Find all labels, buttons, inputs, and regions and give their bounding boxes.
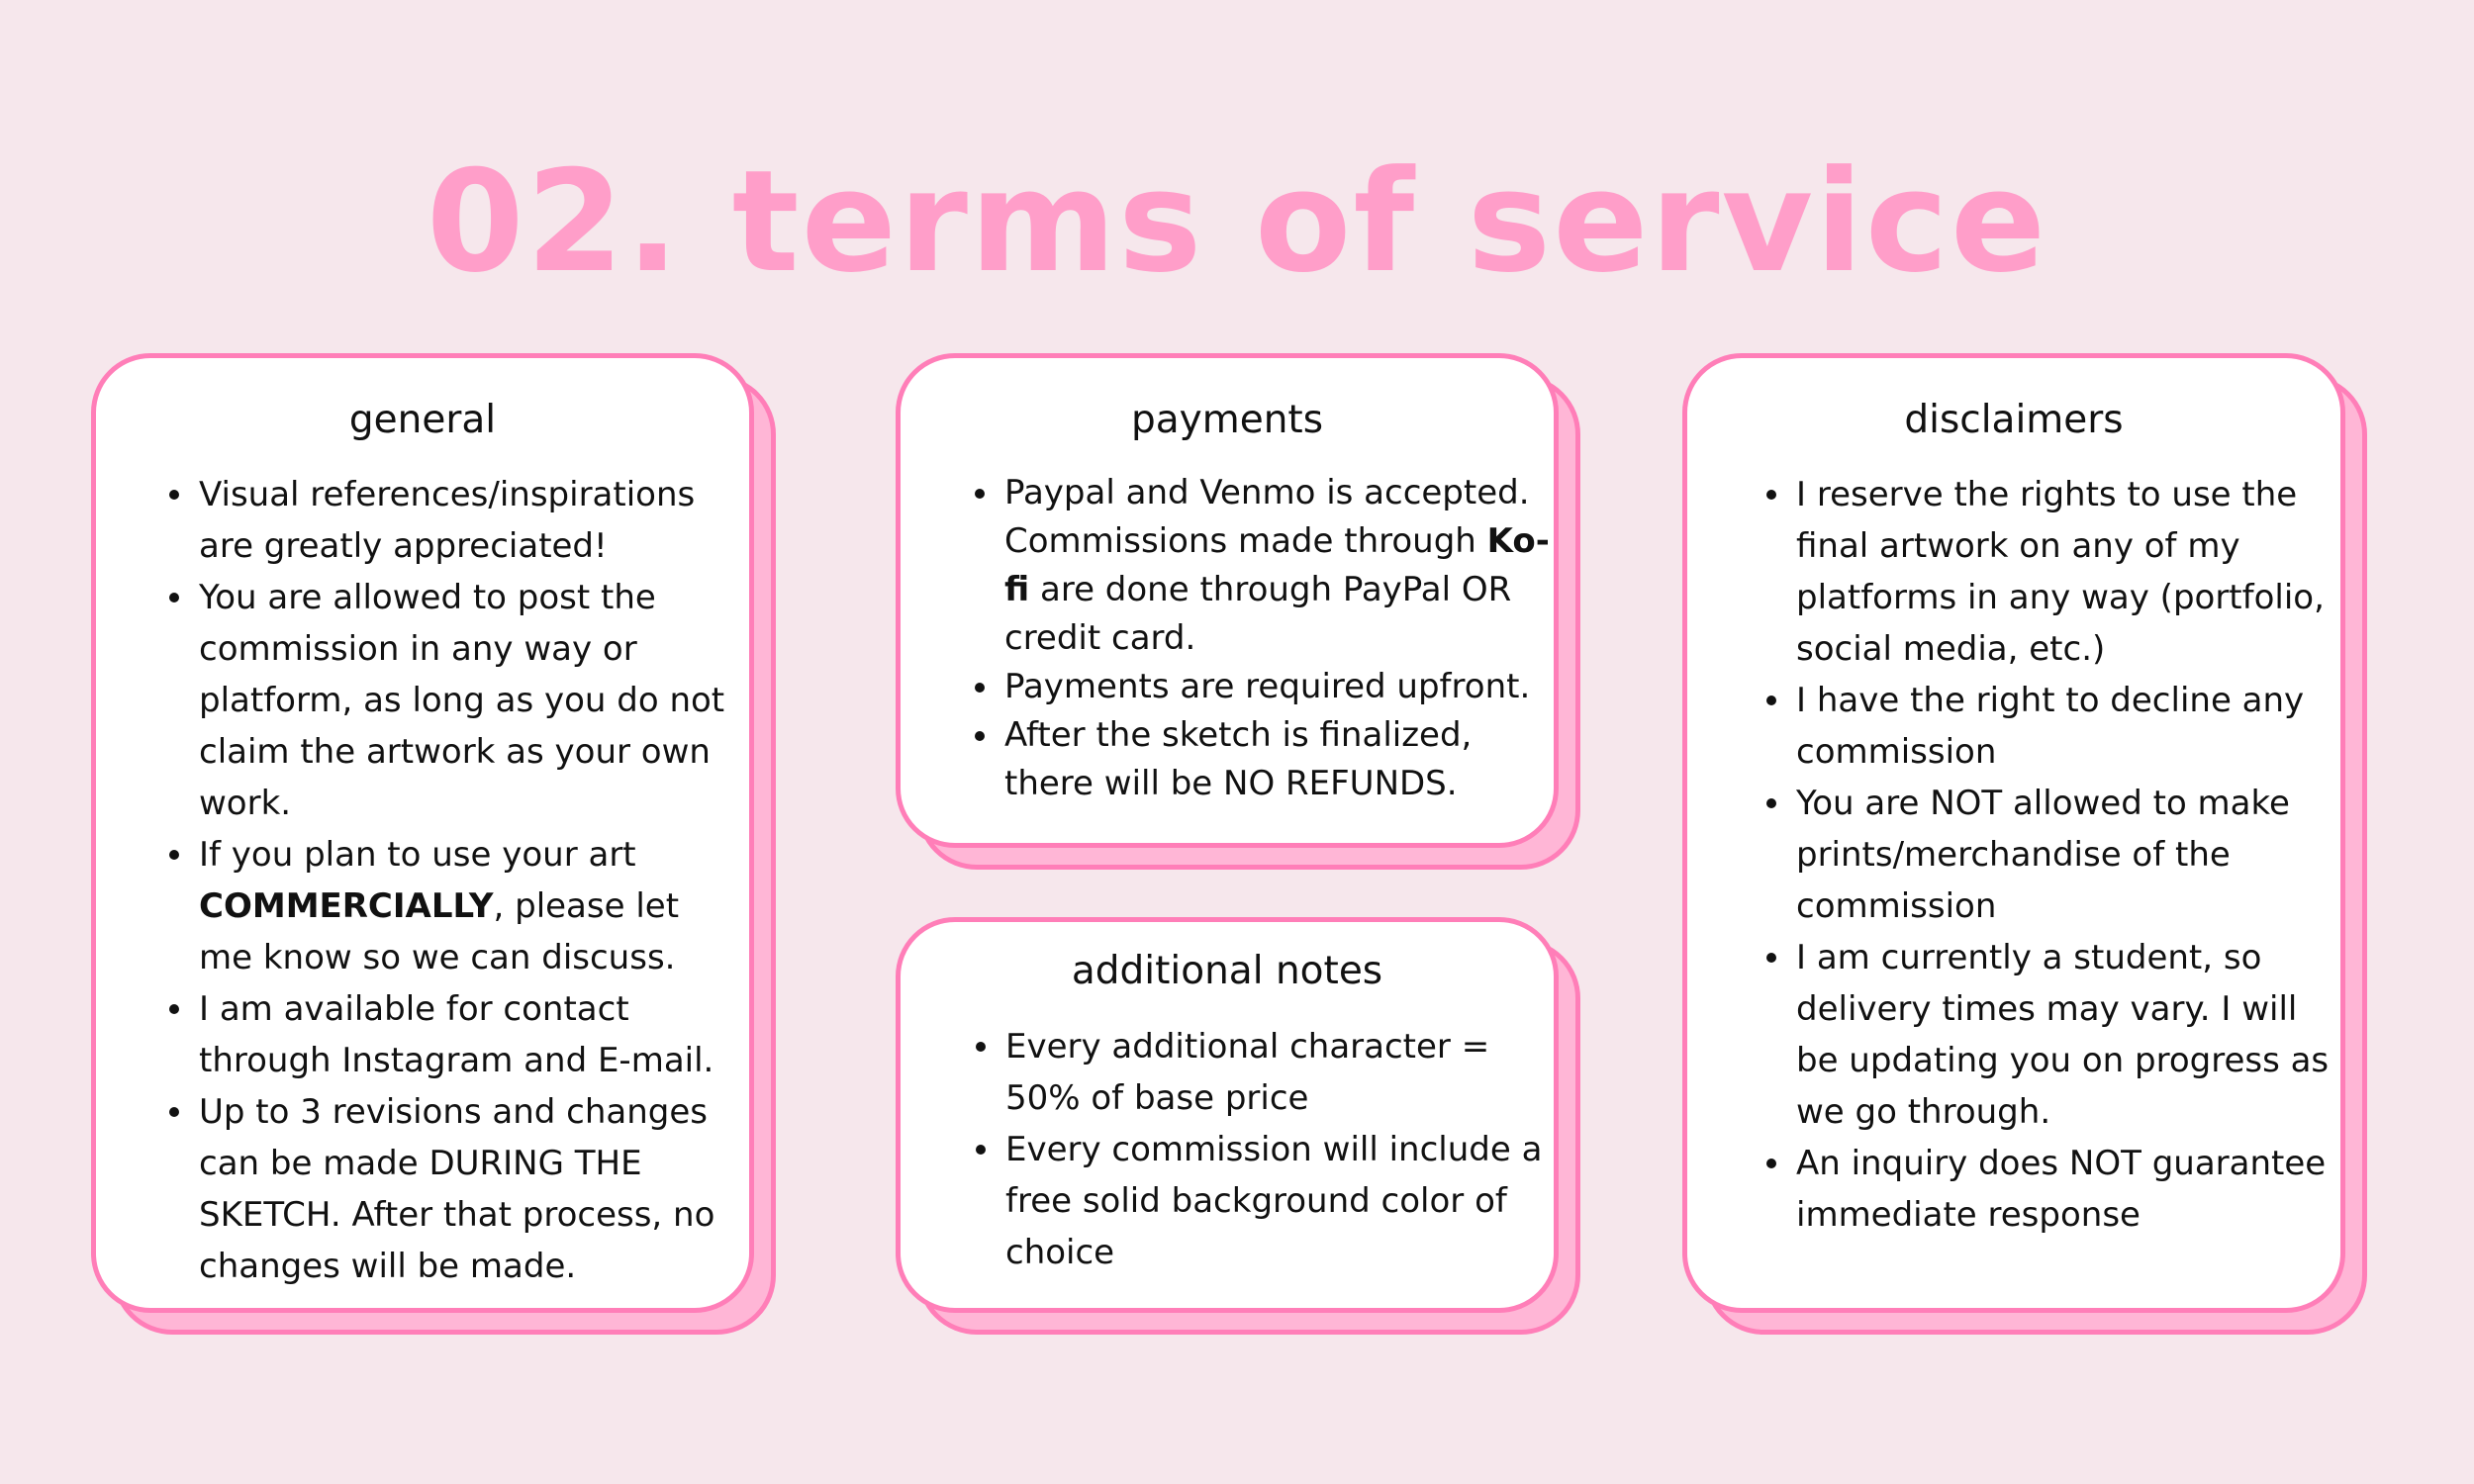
list-item	[1796, 1138, 2340, 1241]
payments-heading: payments	[1130, 398, 1324, 442]
list-item-text: Every commission will include a free solid background color of choice	[1005, 1130, 1543, 1272]
list-item	[1796, 778, 2340, 932]
list-item-text: Payments are required upfront.	[1004, 667, 1531, 706]
list-item	[199, 469, 733, 572]
bullet-icon	[169, 850, 179, 860]
list-item	[1005, 1021, 1545, 1124]
bullet-icon	[975, 731, 985, 741]
list-item-text: You are NOT allowed to make prints/merchandise of the commission	[1796, 784, 2290, 926]
list-item	[1796, 932, 2340, 1138]
list-item	[1796, 469, 2340, 675]
general-list	[199, 469, 733, 1292]
list-item-text	[199, 829, 733, 983]
list-item-text: An inquiry does NOT guarantee immediate response	[1796, 1144, 2327, 1235]
bullet-icon	[976, 1145, 986, 1155]
bullet-icon	[975, 489, 985, 499]
disclaimers-card	[1682, 353, 2345, 1313]
bullet-icon	[169, 490, 179, 500]
list-item	[1004, 469, 1559, 663]
list-item	[1005, 1124, 1545, 1278]
list-item-text: Up to 3 revisions and changes can be made DURING THE SKETCH. After that process, no changes will be made.	[199, 1092, 715, 1286]
emphasis-text: Ko-fi	[1004, 521, 1550, 609]
list-item-text: After the sketch is finalized, there will be NO REFUNDS.	[1004, 715, 1473, 803]
additional-notes-card-body	[896, 917, 1559, 1313]
list-item	[199, 572, 733, 829]
general-card-body	[91, 353, 754, 1313]
list-item	[1004, 711, 1559, 808]
disclaimers-heading: disclaimers	[1904, 398, 2124, 442]
list-item	[199, 829, 733, 983]
payments-card-body	[896, 353, 1559, 848]
emphasis-text: COMMERCIALLY	[199, 886, 494, 926]
list-item-text: Every additional character = 50% of base price	[1005, 1027, 1490, 1118]
list-item-text-part: If you plan to use your art	[199, 835, 636, 875]
bullet-icon	[1766, 696, 1776, 705]
bullet-icon	[976, 1042, 986, 1052]
list-item-text-part: are done through PayPal OR credit card.	[1004, 570, 1512, 658]
bullet-icon	[1766, 1159, 1776, 1168]
general-heading: general	[348, 398, 497, 442]
list-item-text: Visual references/inspirations are greatly appreciated!	[199, 475, 696, 566]
bullet-icon	[169, 593, 179, 603]
list-item-text: I am available for contact through Instagram and E-mail.	[199, 989, 714, 1080]
bullet-icon	[169, 1004, 179, 1014]
payments-card	[896, 353, 1559, 848]
list-item-text-part: , please let me know so we can discuss.	[199, 886, 680, 977]
bullet-icon	[1766, 953, 1776, 963]
bullet-icon	[169, 1107, 179, 1117]
bullet-icon	[1766, 490, 1776, 500]
disclaimers-card-body	[1682, 353, 2345, 1313]
additional-notes-heading: additional notes	[1071, 949, 1383, 993]
list-item-text	[1004, 469, 1559, 663]
list-item-text: You are allowed to post the commission in any way or platform, as long as you do not claim the artwork as your own work.	[199, 578, 725, 823]
general-card	[91, 353, 754, 1313]
list-item	[199, 983, 733, 1086]
page-title: 02. terms of service	[426, 140, 2048, 304]
list-item-text: I have the right to decline any commission	[1796, 681, 2305, 772]
additional-notes-list	[1005, 1021, 1545, 1278]
bullet-icon	[975, 683, 985, 693]
list-item-text: I reserve the rights to use the final artwork on any of my platforms in any way (portfolio, social media, etc.)	[1796, 475, 2325, 669]
list-item	[199, 1086, 733, 1292]
additional-notes-card	[896, 917, 1559, 1313]
list-item-text-part: Paypal and Venmo is accepted. Commissions made through	[1004, 473, 1530, 561]
list-item	[1004, 663, 1559, 711]
list-item	[1796, 675, 2340, 778]
bullet-icon	[1766, 798, 1776, 808]
list-item-text: I am currently a student, so delivery times may vary. I will be updating you on progress as we go through.	[1796, 938, 2330, 1132]
disclaimers-list	[1796, 469, 2340, 1241]
payments-list	[1004, 469, 1559, 808]
